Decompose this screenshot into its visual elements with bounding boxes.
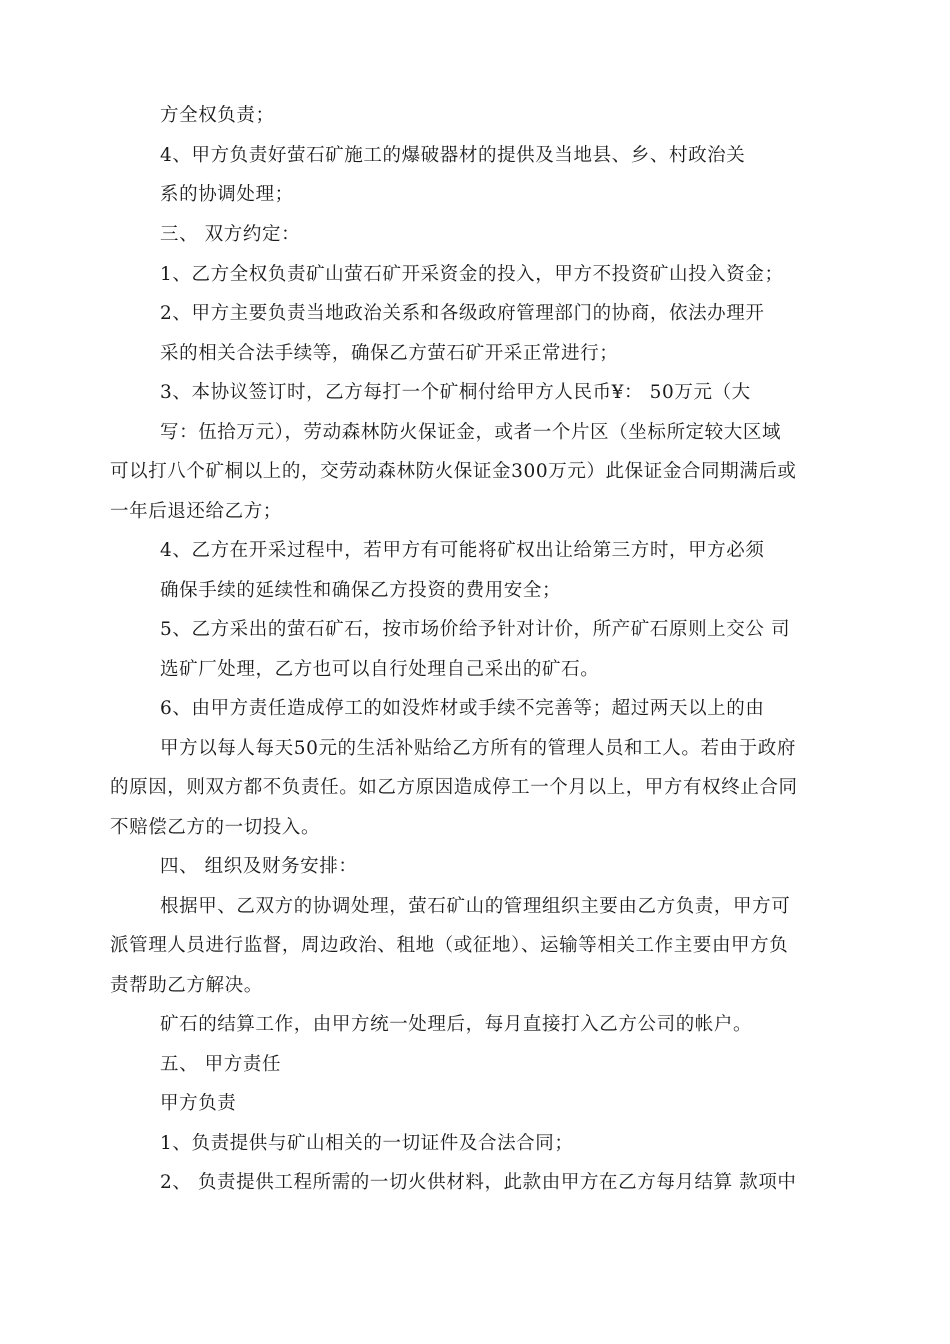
text-line: 选矿厂处理，乙方也可以自行处理自己采出的矿石。 [160,659,600,680]
text-line: 6、由甲方责任造成停工的如没炸材或手续不完善等；超过两天以上的由 [160,698,765,719]
text-line: 1、乙方全权负责矿山萤石矿开采资金的投入，甲方不投资矿山投入资金； [160,264,784,285]
text-line: 系的协调处理； [160,184,294,205]
text-line: 一年后退还给乙方； [110,501,282,522]
text-line: 派管理人员进行监督，周边政治、租地（或征地）、运输等相关工作主要由甲方负 [110,935,789,956]
text-line: 的原因，则双方都不负责任。如乙方原因造成停工一个月以上，甲方有权终止合同 [110,777,798,798]
text-line: 3、本协议签订时，乙方每打一个矿桐付给甲方人民币¥： 50万元（大 [160,382,751,403]
text-line: 不赔偿乙方的一切投入。 [110,817,321,838]
text-line: 采的相关合法手续等，确保乙方萤石矿开采正常进行； [160,343,619,364]
text-line: 责帮助乙方解决。 [110,975,263,996]
text-line: 4、乙方在开采过程中，若甲方有可能将矿权出让给第三方时，甲方必须 [160,540,765,561]
text-line: 写：伍拾万元），劳动森林防火保证金，或者一个片区（坐标所定较大区域 [160,422,782,443]
text-line: 可以打八个矿桐以上的，交劳动森林防火保证金300万元）此保证金合同期满后或 [110,461,797,482]
text-line: 矿石的结算工作，由甲方统一处理后，每月直接打入乙方公司的帐户。 [160,1014,753,1035]
text-line: 4、甲方负责好萤石矿施工的爆破器材的提供及当地县、乡、村政治关 [160,145,746,166]
text-line: 2、 负责提供工程所需的一切火供材料，此款由甲方在乙方每月结算 款项中 [160,1172,797,1193]
text-line: 方全权负责； [160,105,275,126]
text-line: 1、负责提供与矿山相关的一切证件及合法合同； [160,1133,574,1154]
text-line: 甲方以每人每天50元的生活补贴给乙方所有的管理人员和工人。若由于政府 [160,738,796,759]
text-line: 甲方负责 [160,1093,237,1114]
text-line: 根据甲、乙双方的协调处理，萤石矿山的管理组织主要由乙方负责，甲方可 [160,896,791,917]
text-line: 2、甲方主要负责当地政治关系和各级政府管理部门的协商，依法办理开 [160,303,765,324]
section-heading: 五、 甲方责任 [160,1054,282,1075]
section-heading: 四、 组织及财务安排： [160,856,358,877]
text-line: 确保手续的延续性和确保乙方投资的费用安全； [160,580,562,601]
section-heading: 三、 双方约定： [160,224,301,245]
text-line: 5、乙方采出的萤石矿石，按市场价给予针对计价，所产矿石原则上交公 司 [160,619,791,640]
